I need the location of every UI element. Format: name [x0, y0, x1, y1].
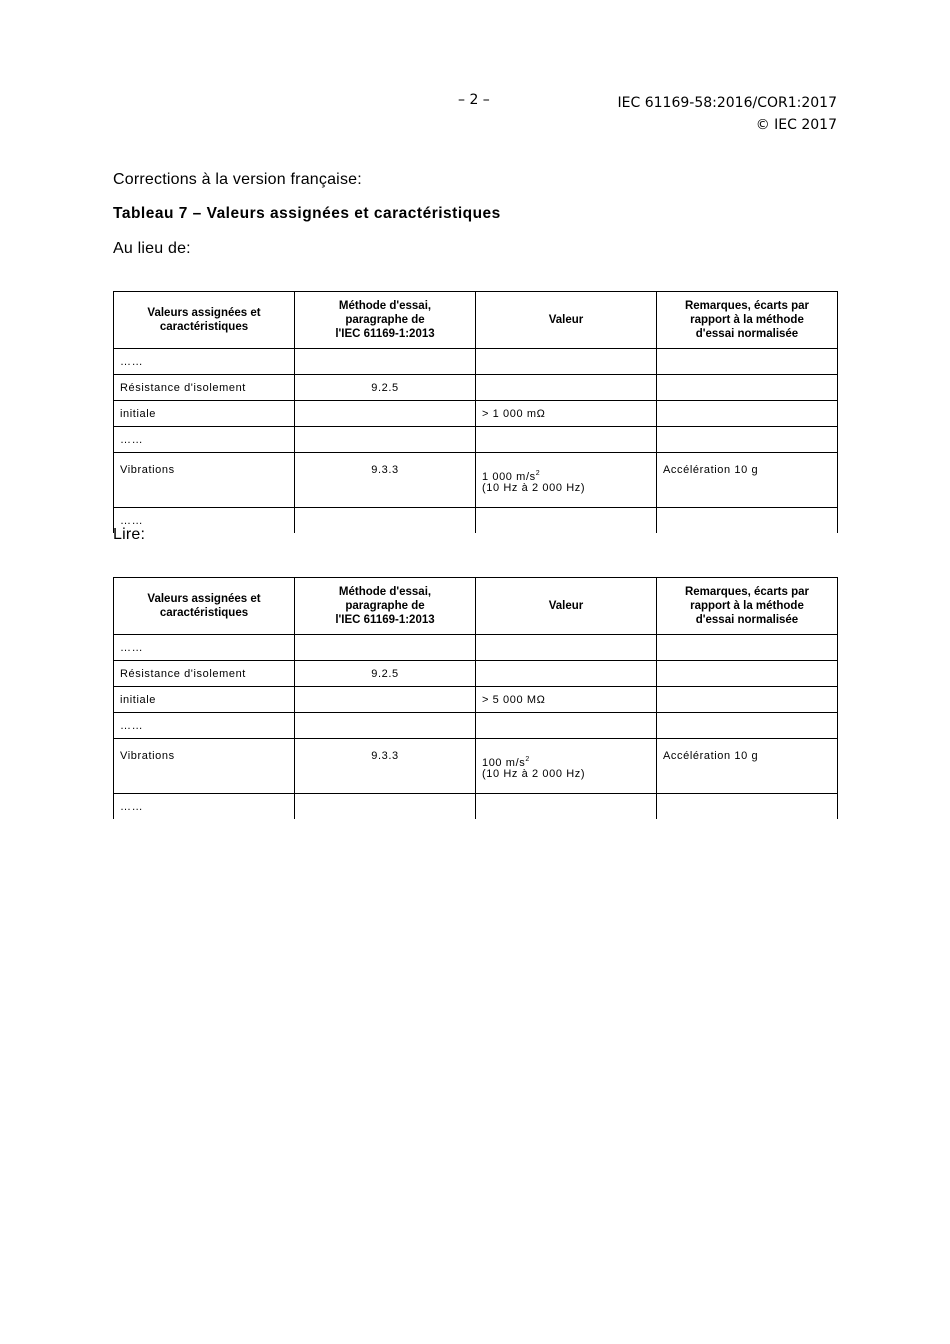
- cell: Accélération 10 g: [657, 453, 838, 508]
- cell: 9.3.3: [295, 453, 476, 508]
- cell: 9.2.5: [295, 375, 476, 401]
- cell: ……: [114, 427, 295, 453]
- table-row: [114, 508, 838, 534]
- table-row: [114, 661, 838, 687]
- page-number: – 2 –: [458, 92, 490, 108]
- table-row: [114, 427, 838, 453]
- table-row: [114, 794, 838, 820]
- header-value: Valeur: [476, 578, 657, 635]
- cell: 9.2.5: [295, 661, 476, 687]
- table-header-row: [114, 578, 838, 635]
- header-remarks: Remarques, écarts par rapport à la méthode d'essai normalisée: [657, 292, 838, 349]
- table-instead-of: [113, 291, 838, 533]
- table-row: [114, 401, 838, 427]
- cell: Vibrations: [114, 739, 295, 794]
- intro-text: Corrections à la version française:: [113, 171, 362, 188]
- header-remarks: Remarques, écarts par rapport à la méthode d'essai normalisée: [657, 578, 838, 635]
- cell: 100 $m/s^2$ (10 Hz à 2 000 Hz): [476, 739, 657, 794]
- document-reference: [618, 92, 837, 136]
- cell: > 5 000 MΩ: [476, 687, 657, 713]
- label-instead-of: Au lieu de:: [113, 240, 191, 257]
- header-ratings: Valeurs assignées et caractéristiques: [114, 578, 295, 635]
- cell: Accélération 10 g: [657, 739, 838, 794]
- table-row: [114, 375, 838, 401]
- copyright: © IEC 2017: [755, 117, 837, 133]
- table-row: [114, 739, 838, 794]
- cell: initiale: [114, 687, 295, 713]
- table-row: [114, 635, 838, 661]
- cell: > 1 000 mΩ: [476, 401, 657, 427]
- table-row: [114, 687, 838, 713]
- table-row: [114, 349, 838, 375]
- cell: 9.3.3: [295, 739, 476, 794]
- header-test-method: Méthode d'essai, paragraphe de l'IEC 61169-1:2013: [295, 578, 476, 635]
- cell: initiale: [114, 401, 295, 427]
- cell: Résistance d'isolement: [114, 375, 295, 401]
- table-row: [114, 713, 838, 739]
- table-header-row: [114, 292, 838, 349]
- cell: Vibrations: [114, 453, 295, 508]
- cell: ……: [114, 713, 295, 739]
- cell: ……: [114, 508, 295, 534]
- table-title: Tableau 7 – Valeurs assignées et caractéristiques: [113, 205, 501, 222]
- table-row: [114, 453, 838, 508]
- header-ratings: Valeurs assignées et caractéristiques: [114, 292, 295, 349]
- cell: ……: [114, 635, 295, 661]
- cell: ……: [114, 349, 295, 375]
- header-value: Valeur: [476, 292, 657, 349]
- table-read: [113, 577, 838, 819]
- document-id: IEC 61169-58:2016/COR1:2017: [617, 95, 837, 111]
- cell: ……: [114, 794, 295, 820]
- label-read: Lire:: [113, 526, 146, 543]
- cell: 1 000 $m/s^2$ (10 Hz à 2 000 Hz): [476, 453, 657, 508]
- header-test-method: Méthode d'essai, paragraphe de l'IEC 61169-1:2013: [295, 292, 476, 349]
- cell: Résistance d'isolement: [114, 661, 295, 687]
